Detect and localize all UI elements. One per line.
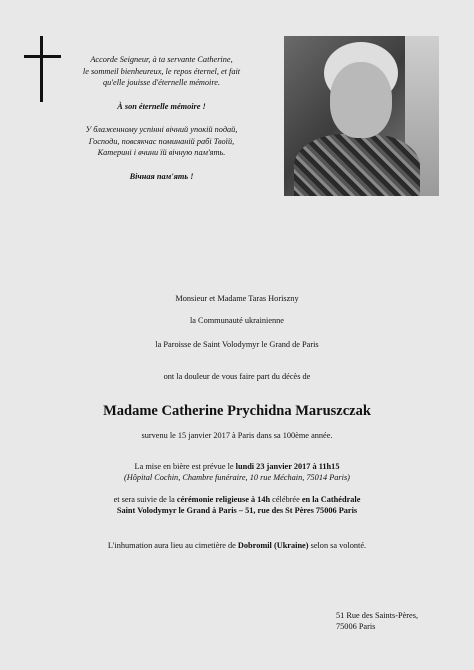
prayer-fr-line: Accorde Seigneur, à ta servante Catherine, xyxy=(90,55,233,64)
address-block xyxy=(336,610,418,632)
prayer-block xyxy=(64,54,259,182)
announcer-block-4 xyxy=(0,371,474,382)
announcers-block xyxy=(0,293,474,304)
portrait-photo xyxy=(284,36,439,196)
viewing-prefix: La mise en bière est prévue le xyxy=(134,462,236,471)
viewing-date: lundi 23 janvier 2017 à 11h15 xyxy=(235,462,340,471)
viewing-block xyxy=(0,461,474,483)
prayer-uk-line: Господи, повсякчас поминаній рабі Твоїй, xyxy=(88,136,235,146)
deceased-name: Madame Catherine Prychidna Maruszczak xyxy=(103,403,371,419)
address-line: 51 Rue des Saints-Pères, xyxy=(336,611,419,620)
ceremony-place-b: Saint Volodymyr le Grand à Paris – 51, rue des St Pères 75006 Paris xyxy=(116,506,358,515)
prayer-fr-memory: À son éternelle mémoire ! xyxy=(117,101,206,111)
prayer-fr-line: qu'elle jouisse d'éternelle mémoire. xyxy=(102,78,221,87)
ceremony-time: cérémonie religieuse à 14h xyxy=(176,495,271,504)
burial-line xyxy=(0,540,474,551)
ceremony-mid: célébrée xyxy=(270,495,302,504)
viewing-line xyxy=(0,461,474,472)
announcer-line: la Paroisse de Saint Volodymyr le Grand de Paris xyxy=(155,340,319,349)
prayer-uk-memory: Вічная пам'ять ! xyxy=(129,171,194,181)
burial-prefix: L'inhumation aura lieu au cimetière de xyxy=(107,541,238,550)
prayer-uk-line: Катерині і вчини їй вічную пам'ять. xyxy=(97,148,226,157)
ceremony-line xyxy=(0,494,474,505)
death-info: survenu le 15 janvier 2017 à Paris dans sa 100ème année. xyxy=(141,431,333,440)
viewing-place: (Hôpital Cochin, Chambre funéraire, 10 rue Méchain, 75014 Paris) xyxy=(124,473,350,482)
cross-horizontal-bar xyxy=(24,55,61,58)
deceased-block xyxy=(0,402,474,420)
burial-suffix: selon sa volonté. xyxy=(308,541,367,550)
address-line: 75006 Paris xyxy=(336,622,376,631)
announcer-block-3 xyxy=(0,339,474,350)
announcer-line: Monsieur et Madame Taras Horiszny xyxy=(175,294,299,303)
death-block xyxy=(0,430,474,441)
announcement-line: ont la douleur de vous faire part du décès de xyxy=(163,372,311,381)
burial-place: Dobromil (Ukraine) xyxy=(237,541,309,550)
cross-vertical-bar xyxy=(40,36,43,102)
announcer-line: la Communauté ukrainienne xyxy=(189,316,284,325)
ceremony-place-a: en la Cathédrale xyxy=(301,495,361,504)
ceremony-prefix: et sera suivie de la xyxy=(113,495,177,504)
announcer-block-2 xyxy=(0,315,474,326)
burial-block xyxy=(0,540,474,551)
prayer-uk-line: У блаженному успінні вічний упокій подай, xyxy=(85,125,238,134)
prayer-fr-line: le sommeil bienheureux, le repos éternel, et fait xyxy=(82,66,241,76)
ceremony-block xyxy=(0,494,474,516)
